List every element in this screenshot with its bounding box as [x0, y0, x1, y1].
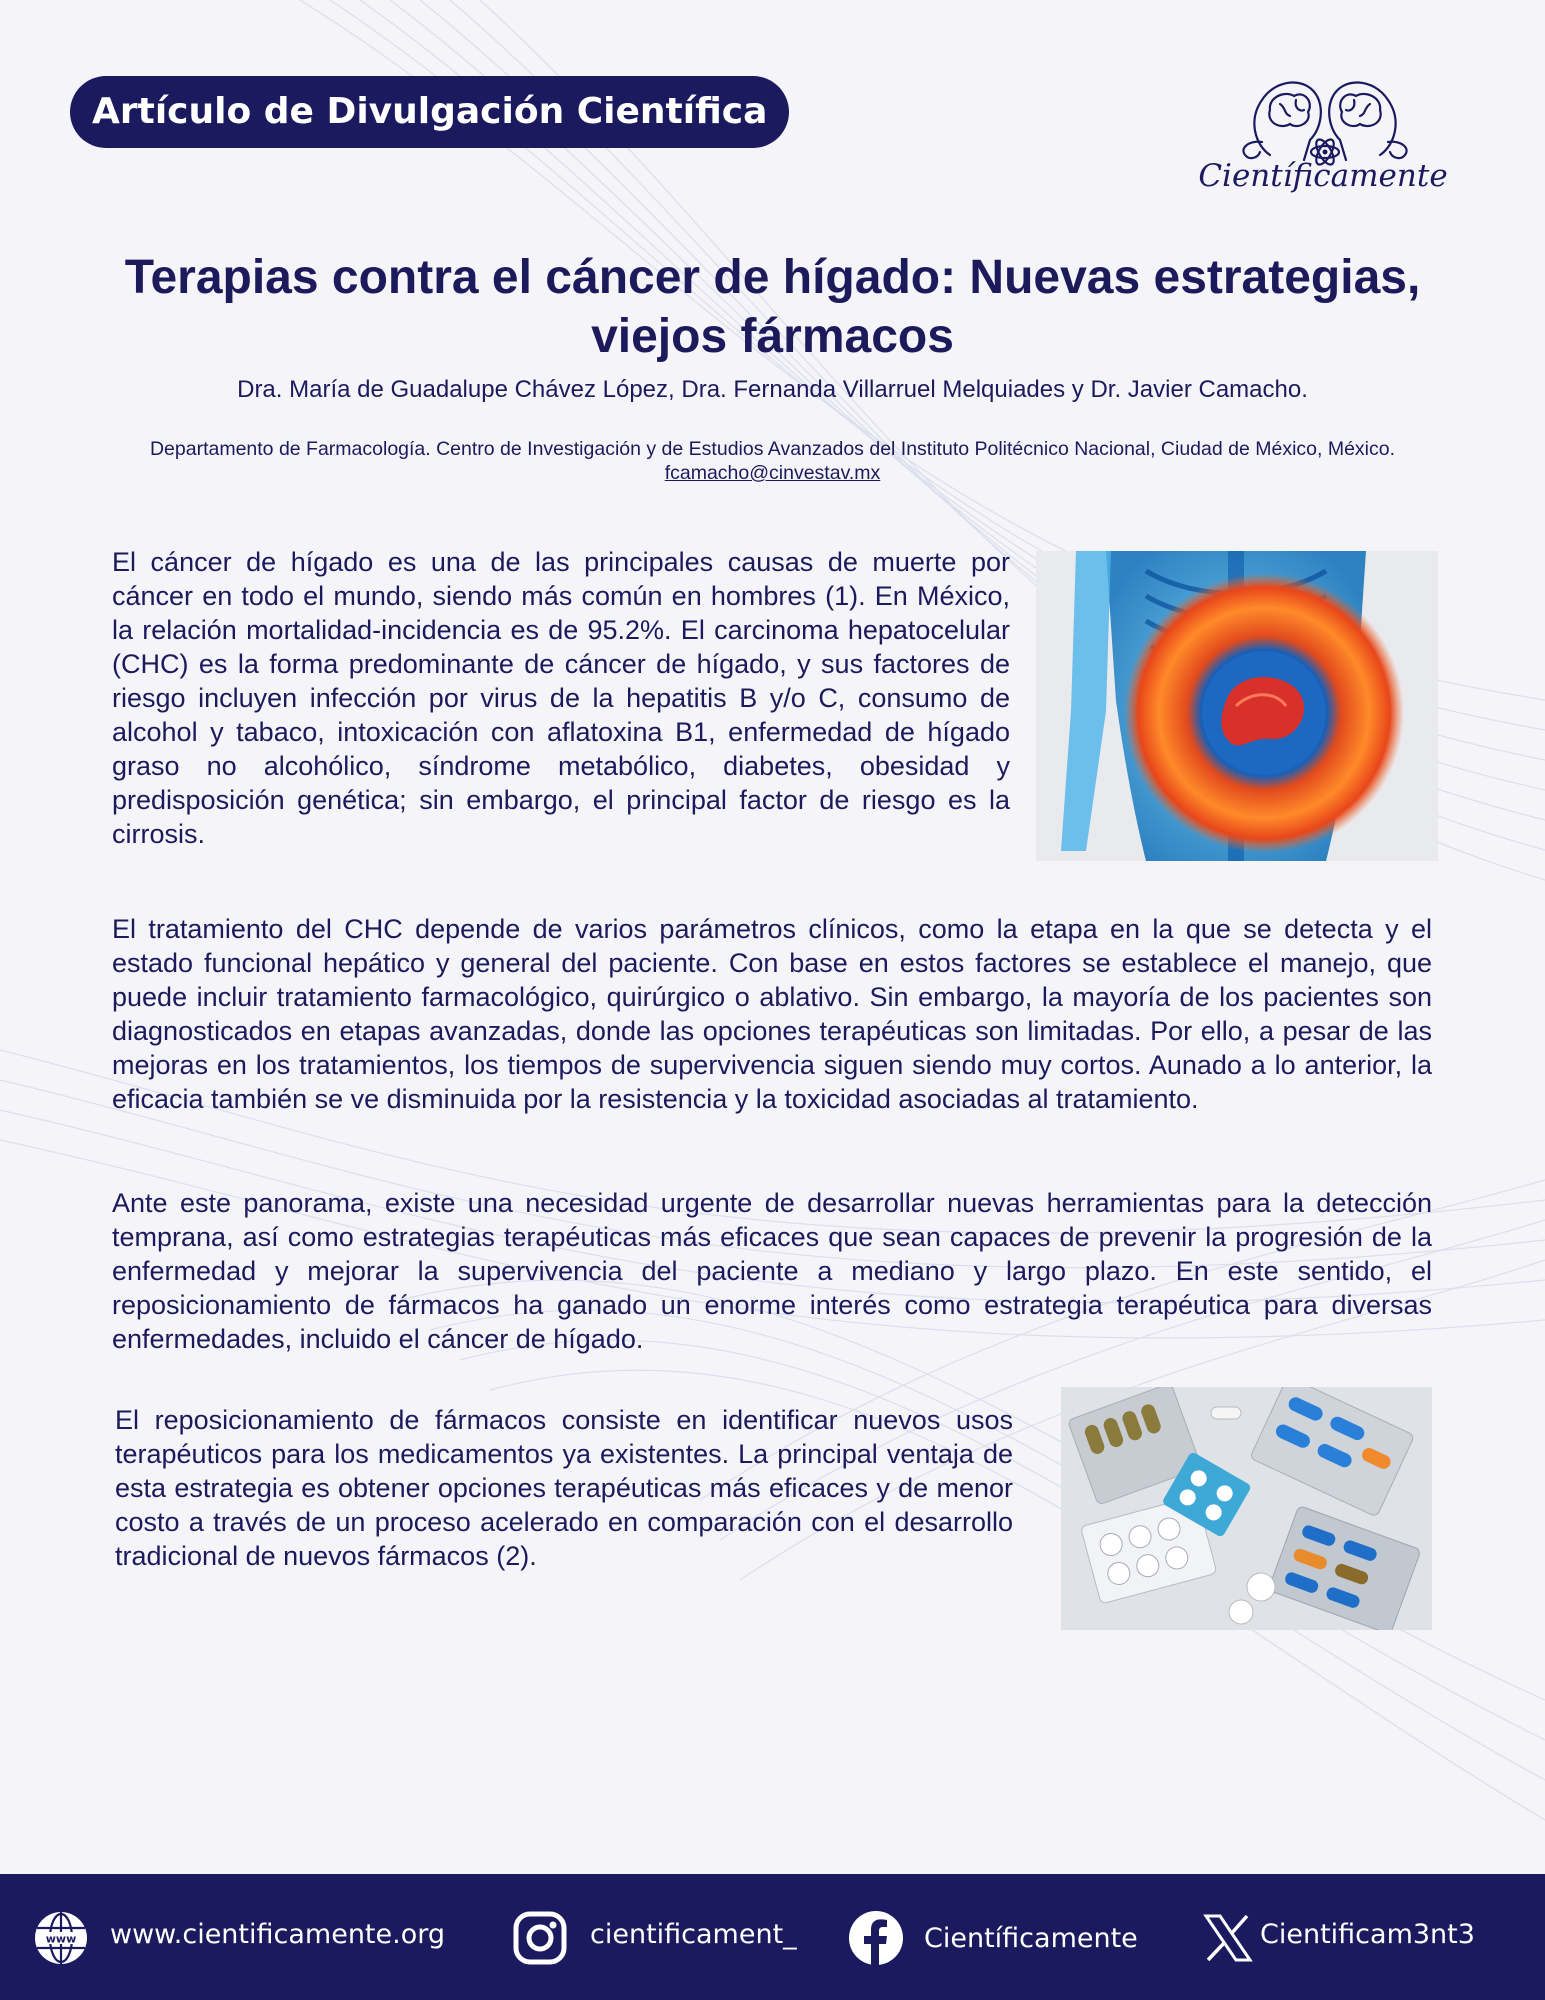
x-logo-icon[interactable] [1203, 1910, 1253, 1966]
instagram-icon[interactable] [512, 1910, 568, 1966]
svg-text:www: www [45, 1932, 77, 1946]
liver-anatomy-image [1036, 551, 1438, 861]
paragraph-repositioning: El reposicionamiento de fármacos consiste en identificar nuevos usos terapéuticos para los medicamentos ya existentes. La principal ventaja de esta estrategia es obtener opciones terapéuticas más eficaces y de menor costo a través de un proceso acelerado en comparación con el desarrollo tradicional de nuevos fármacos (2). [115, 1405, 1013, 1571]
globe-www-icon[interactable] [33, 1910, 89, 1966]
footer-x-link[interactable]: Cientificam3nt3 [1260, 1919, 1475, 1950]
article-affiliation [95, 437, 1450, 485]
article-title: Terapias contra el cáncer de hígado: Nuevas estrategias, viejos fármacos [124, 251, 1421, 363]
article-type-badge: Artículo de Divulgación Científica [70, 76, 789, 148]
contact-email-link[interactable]: fcamacho@cinvestav.mx [664, 462, 881, 484]
paragraph-intro: El cáncer de hígado es una de las principales causas de muerte por cáncer en todo el mundo, siendo más común en hombres (1). En México, la relación mortalidad-incidencia es de 95.2%. El carcinoma hepatocelular (CHC) es la forma predominante de cáncer de hígado, y sus factores de riesgo incluyen infección por virus de la hepatitis B y/o C, consumo de alcohol y tabaco, intoxicación con aflatoxina B1, enfermedad de hígado graso no alcohólico, síndrome metabólico, diabetes, obesidad y predisposición genética; sin embargo, el principal factor de riesgo es la cirrosis. [112, 547, 1010, 849]
paragraph-need: Ante este panorama, existe una necesidad urgente de desarrollar nuevas herramientas para la detección temprana, así como estrategias terapéuticas más eficaces que sean capaces de prevenir la progresión de la enfermedad y mejorar la supervivencia del paciente a mediano y largo plazo. En este sentido, el reposicionamiento de fármacos ha ganado un enorme interés como estrategia terapéutica para diversas enfermedades, incluido el cáncer de hígado. [112, 1188, 1432, 1354]
facebook-icon[interactable] [848, 1910, 904, 1966]
footer-facebook-link[interactable]: Científicamente [924, 1923, 1138, 1954]
paragraph-treatment: El tratamiento del CHC depende de varios parámetros clínicos, como la etapa en la que se detecta y el estado funcional hepático y general del paciente. Con base en estos factores se establece el manejo, que puede incluir tratamiento farmacológico, quirúrgico o ablativo. Sin embargo, la mayoría de los pacientes son diagnosticados en etapas avanzadas, donde las opciones terapéuticas son limitadas. Por ello, a pesar de las mejoras en los tratamientos, los tiempos de supervivencia siguen siendo muy cortos. Aunado a lo anterior, la eficacia también se ve disminuida por la resistencia y la toxicidad asociadas al tratamiento. [112, 914, 1432, 1114]
affiliation-text: Departamento de Farmacología. Centro de Investigación y de Estudios Avanzados del Instituto Politécnico Nacional, Ciudad de México, México. [149, 438, 1396, 460]
footer-website-link[interactable]: www.cientificamente.org [110, 1919, 445, 1950]
brand-logo-text: Científicamente [1198, 158, 1448, 194]
article-authors: Dra. María de Guadalupe Chávez López, Dra. Fernanda Villarruel Melquiades y Dr. Javier Camacho. [237, 376, 1308, 403]
footer-bar [0, 1874, 1545, 2000]
pills-blister-image [1061, 1387, 1432, 1630]
footer-instagram-link[interactable]: cientificament_ [590, 1919, 797, 1950]
